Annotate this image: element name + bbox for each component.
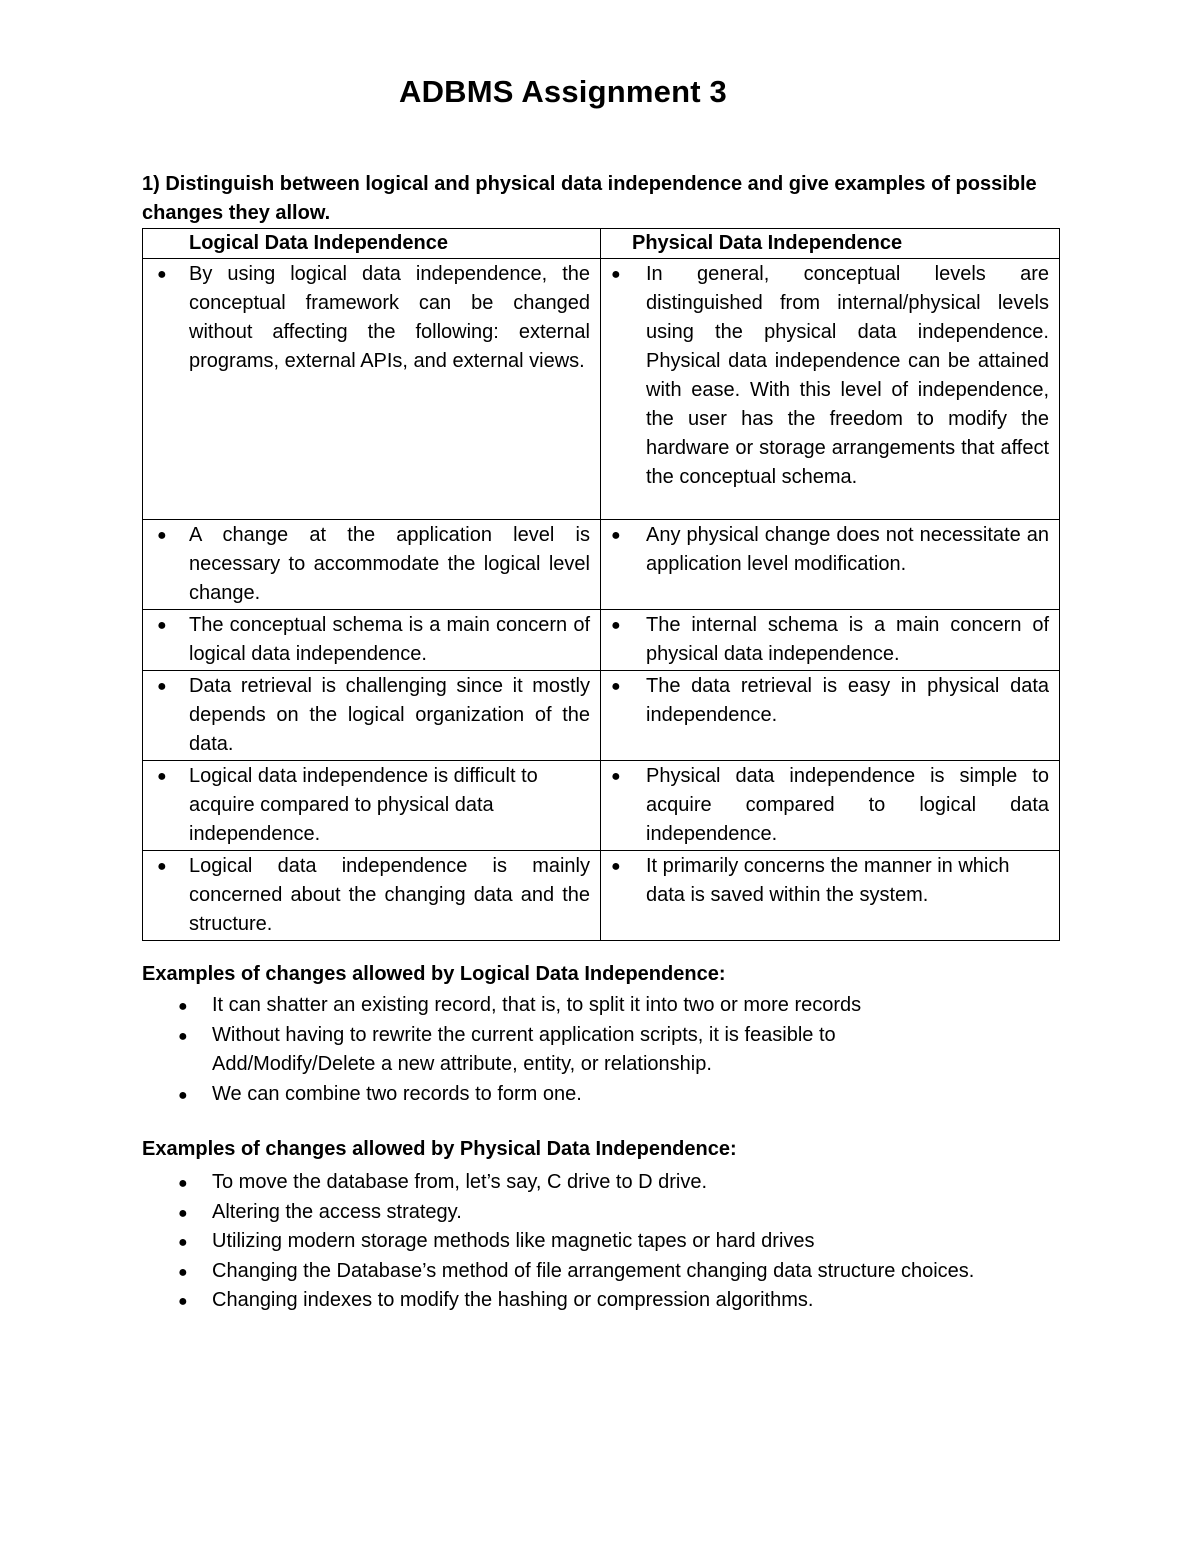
bullet-icon: ●: [611, 678, 621, 695]
list-item: [142, 1286, 1072, 1316]
list-item-text: Changing indexes to modify the hashing or compression algorithms.: [212, 1289, 814, 1311]
list-item-text: Utilizing modern storage methods like magnetic tapes or hard drives: [212, 1230, 815, 1252]
logical-cell: [143, 259, 601, 520]
physical-cell: [601, 610, 1060, 671]
question-text: 1) Distinguish between logical and physical data independence and give examples of possible changes they allow.: [142, 173, 1037, 224]
table-row: [143, 851, 1060, 941]
cell-text: By using logical data independence, the conceptual framework can be changed without affecting the following: external programs, external APIs, and external views.: [189, 263, 590, 372]
physical-examples-heading: Examples of changes allowed by Physical Data Independence:: [142, 1138, 737, 1160]
cell-text: The data retrieval is easy in physical data independence.: [646, 675, 1049, 726]
cell-text: It primarily concerns the manner in which data is saved within the system.: [646, 855, 1010, 906]
physical-cell: [601, 761, 1060, 851]
bullet-icon: ●: [157, 266, 167, 283]
list-item: [142, 1198, 1072, 1228]
bullet-icon: ●: [178, 1234, 188, 1251]
bullet-icon: ●: [178, 1175, 188, 1192]
bullet-icon: ●: [157, 858, 167, 875]
bullet-icon: ●: [611, 266, 621, 283]
bullet-icon: ●: [611, 527, 621, 544]
bullet-icon: ●: [178, 1204, 188, 1222]
list-item-text: Altering the access strategy.: [212, 1200, 462, 1223]
header-physical: Physical Data Independence: [601, 229, 1060, 259]
bullet-icon: ●: [178, 1263, 188, 1281]
bullet-icon: ●: [178, 1027, 188, 1045]
physical-cell: [601, 851, 1060, 941]
logical-cell: [143, 851, 601, 941]
list-item: [142, 1021, 1072, 1080]
bullet-icon: ●: [178, 998, 188, 1015]
comparison-table: [142, 228, 1060, 941]
bullet-icon: ●: [157, 617, 167, 634]
logical-examples-list: [142, 991, 1072, 1109]
physical-cell: [601, 520, 1060, 610]
cell-text: The internal schema is a main concern of physical data independence.: [646, 614, 1049, 665]
cell-text: The conceptual schema is a main concern of logical data independence.: [189, 614, 590, 665]
logical-cell: [143, 671, 601, 761]
cell-text: Data retrieval is challenging since it mostly depends on the logical organization of the data.: [189, 675, 590, 755]
physical-cell: [601, 671, 1060, 761]
table-row: [143, 259, 1060, 520]
table-row: [143, 520, 1060, 610]
cell-text: Logical data independence is mainly concerned about the changing data and the structure.: [189, 855, 590, 935]
logical-examples-heading: Examples of changes allowed by Logical Data Independence:: [142, 963, 726, 985]
cell-text: Any physical change does not necessitate an application level modification.: [646, 524, 1049, 575]
bullet-icon: ●: [157, 678, 167, 695]
table-header-row: [143, 229, 1060, 259]
table-row: [143, 671, 1060, 761]
list-item-text: It can shatter an existing record, that is, to split it into two or more records: [212, 994, 862, 1016]
list-item: [142, 1257, 1072, 1287]
bullet-icon: ●: [157, 768, 167, 785]
bullet-icon: ●: [611, 858, 621, 875]
physical-examples-list: [142, 1168, 1072, 1316]
logical-cell: [143, 610, 601, 671]
list-item: [142, 991, 1072, 1021]
table-row: [143, 610, 1060, 671]
list-item-text: To move the database from, let’s say, C drive to D drive.: [212, 1171, 708, 1193]
list-item: [142, 1168, 1072, 1198]
table-row: [143, 761, 1060, 851]
list-item: [142, 1227, 1072, 1257]
logical-cell: [143, 761, 601, 851]
page-title: ADBMS Assignment 3: [399, 74, 727, 109]
list-item-text: We can combine two records to form one.: [212, 1082, 582, 1105]
logical-cell: [143, 520, 601, 610]
cell-text: A change at the application level is necessary to accommodate the logical level change.: [189, 524, 590, 604]
bullet-icon: ●: [611, 617, 621, 634]
cell-text: Physical data independence is simple to acquire compared to logical data independence.: [646, 765, 1049, 845]
bullet-icon: ●: [157, 527, 167, 544]
cell-text: In general, conceptual levels are distinguished from internal/physical levels using the physical data independence. Physical data independence can be attained with ease. With this level of independence, the user has the freedom to modify the hardware or storage arrangements that affect the conceptual schema.: [646, 263, 1049, 488]
list-item: [142, 1080, 1072, 1110]
list-item-text: Changing the Database’s method of file arrangement changing data structure choices.: [212, 1259, 975, 1282]
cell-text: Logical data independence is difficult to acquire compared to physical data independence.: [189, 765, 538, 845]
physical-cell: [601, 259, 1060, 520]
bullet-icon: ●: [178, 1293, 188, 1310]
header-logical: Logical Data Independence: [143, 229, 601, 259]
bullet-icon: ●: [178, 1086, 188, 1104]
bullet-icon: ●: [611, 768, 621, 785]
list-item-text: Without having to rewrite the current application scripts, it is feasible to Add/Modify/Delete a new attribute, entity, or relationship.: [212, 1023, 836, 1075]
